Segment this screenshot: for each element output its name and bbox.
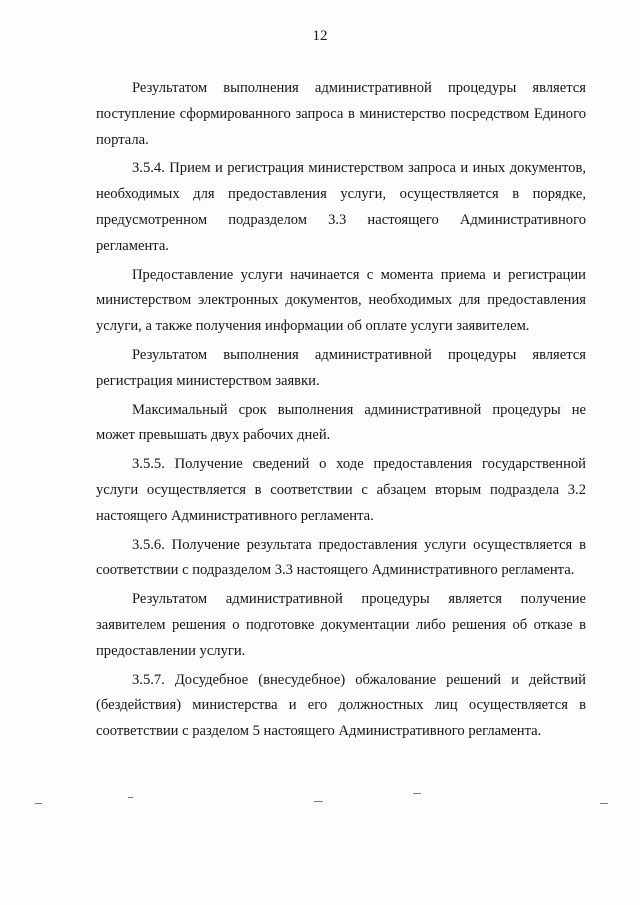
paragraph: Результатом административной процедуры является получение заявителем решения о подготовке документации либо решения об отказе в предоставлении услуги.: [96, 591, 586, 659]
scan-speck: [128, 797, 133, 798]
paragraph: 3.5.5. Получение сведений о ходе предоставления государственной услуги осуществляется в соответствии с абзацем вторым подраздела 3.2 настоящего Административного регламента.: [96, 456, 586, 524]
document-body: [96, 76, 586, 745]
paragraph: 3.5.4. Прием и регистрация министерством запроса и иных документов, необходимых для предоставления услуги, осуществляется в порядке, предусмотренном подразделом 3.3 настоящего Административного регламента.: [96, 160, 586, 254]
scan-speck: [314, 801, 323, 802]
paragraph: Результатом выполнения административной процедуры является поступление сформированного запроса в министерство посредством Единого портала.: [96, 80, 586, 148]
paragraph: Результатом выполнения административной процедуры является регистрация министерством заявки.: [96, 346, 586, 389]
paragraph: 3.5.7. Досудебное (внесудебное) обжалование решений и действий (бездействия) министерства и его должностных лиц осуществляется в соответствии с разделом 5 настоящего Административного регламента.: [96, 671, 586, 740]
scan-speck: [413, 793, 421, 794]
scan-speck: [35, 803, 42, 804]
paragraph: Предоставление услуги начинается с момента приема и регистрации министерством электронных документов, необходимых для предоставления услуги, а также получения информации об оплате услуги заявителем.: [96, 266, 586, 335]
paragraph: 3.5.6. Получение результата предоставления услуги осуществляется в соответствии с подразделом 3.3 настоящего Административного регламента.: [96, 536, 586, 579]
page-number: 12: [312, 28, 328, 44]
paragraph: Максимальный срок выполнения административной процедуры не может превышать двух рабочих дней.: [96, 401, 586, 444]
scan-speck: [600, 803, 608, 804]
